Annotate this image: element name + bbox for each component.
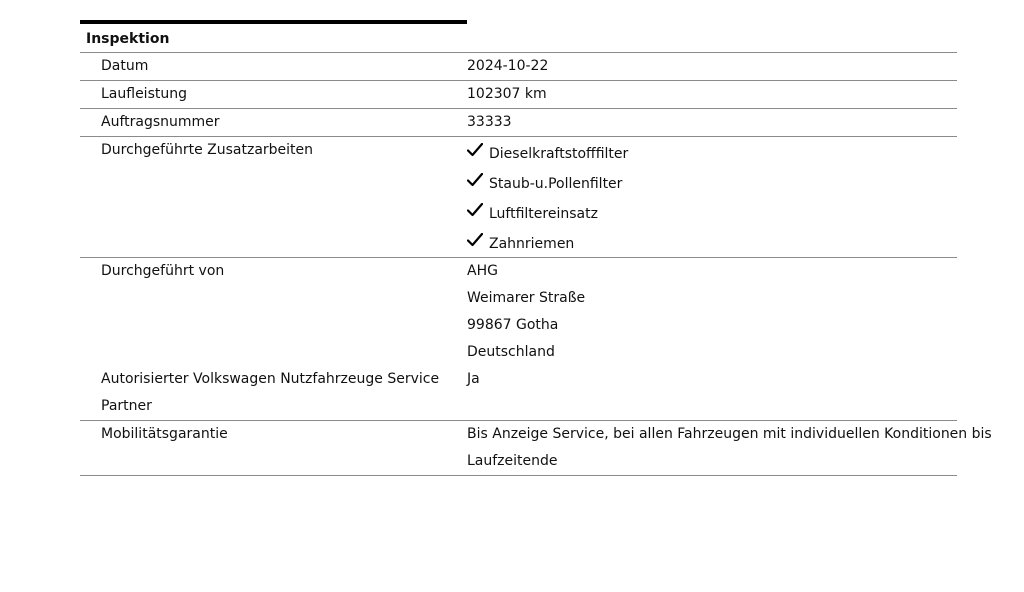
inspection-table (80, 20, 992, 476)
row-value-zusatzarbeiten (467, 137, 957, 257)
list-item-label: Dieselkraftstofffilter (489, 146, 629, 162)
list-item-label: Staub-u.Pollenfilter (489, 176, 623, 192)
address-line: Weimarer Straße (467, 290, 586, 306)
list-item-label: Zahnriemen (489, 236, 575, 252)
row-label-laufleistung: Laufleistung (101, 86, 187, 102)
row-label-mobilitaet: Mobilitätsgarantie (101, 426, 228, 442)
row-value-durchgefuehrt-von (467, 258, 957, 366)
row-label-zusatzarbeiten: Durchgeführte Zusatzarbeiten (101, 142, 314, 158)
row-value-datum: 2024-10-22 (467, 58, 549, 74)
row-laufleistung (80, 81, 957, 109)
row-value-autorisiert: Ja (467, 371, 480, 387)
checkmark-icon (467, 143, 483, 157)
row-datum (80, 53, 957, 81)
checkmark-icon (467, 233, 483, 247)
value-line: Laufzeitende (467, 453, 558, 469)
row-mobilitaet (80, 421, 992, 476)
list-item (467, 227, 957, 257)
row-label-autorisiert: Autorisierter Volkswagen Nutzfahrzeuge Service Partner (101, 371, 440, 414)
section-title: Inspektion (80, 24, 957, 53)
row-value-laufleistung: 102307 km (467, 86, 547, 102)
list-item (467, 197, 957, 227)
row-label-auftragsnummer: Auftragsnummer (101, 114, 220, 130)
row-value-mobilitaet (467, 421, 992, 475)
row-auftragsnummer (80, 109, 957, 137)
list-item-label: Luftfiltereinsatz (489, 206, 598, 222)
row-label-datum: Datum (101, 58, 149, 74)
row-autorisiert (80, 366, 957, 421)
address-line: AHG (467, 263, 498, 279)
row-label-durchgefuehrt-von: Durchgeführt von (101, 263, 225, 279)
row-durchgefuehrt-von (80, 258, 957, 366)
list-item (467, 167, 957, 197)
list-item (467, 137, 957, 167)
row-zusatzarbeiten (80, 137, 957, 258)
checkmark-icon (467, 173, 483, 187)
value-line: Bis Anzeige Service, bei allen Fahrzeugen mit individuellen Konditionen bis (467, 426, 992, 442)
address-line: Deutschland (467, 344, 555, 360)
address-line: 99867 Gotha (467, 317, 559, 333)
checkmark-icon (467, 203, 483, 217)
row-value-auftragsnummer: 33333 (467, 114, 512, 130)
